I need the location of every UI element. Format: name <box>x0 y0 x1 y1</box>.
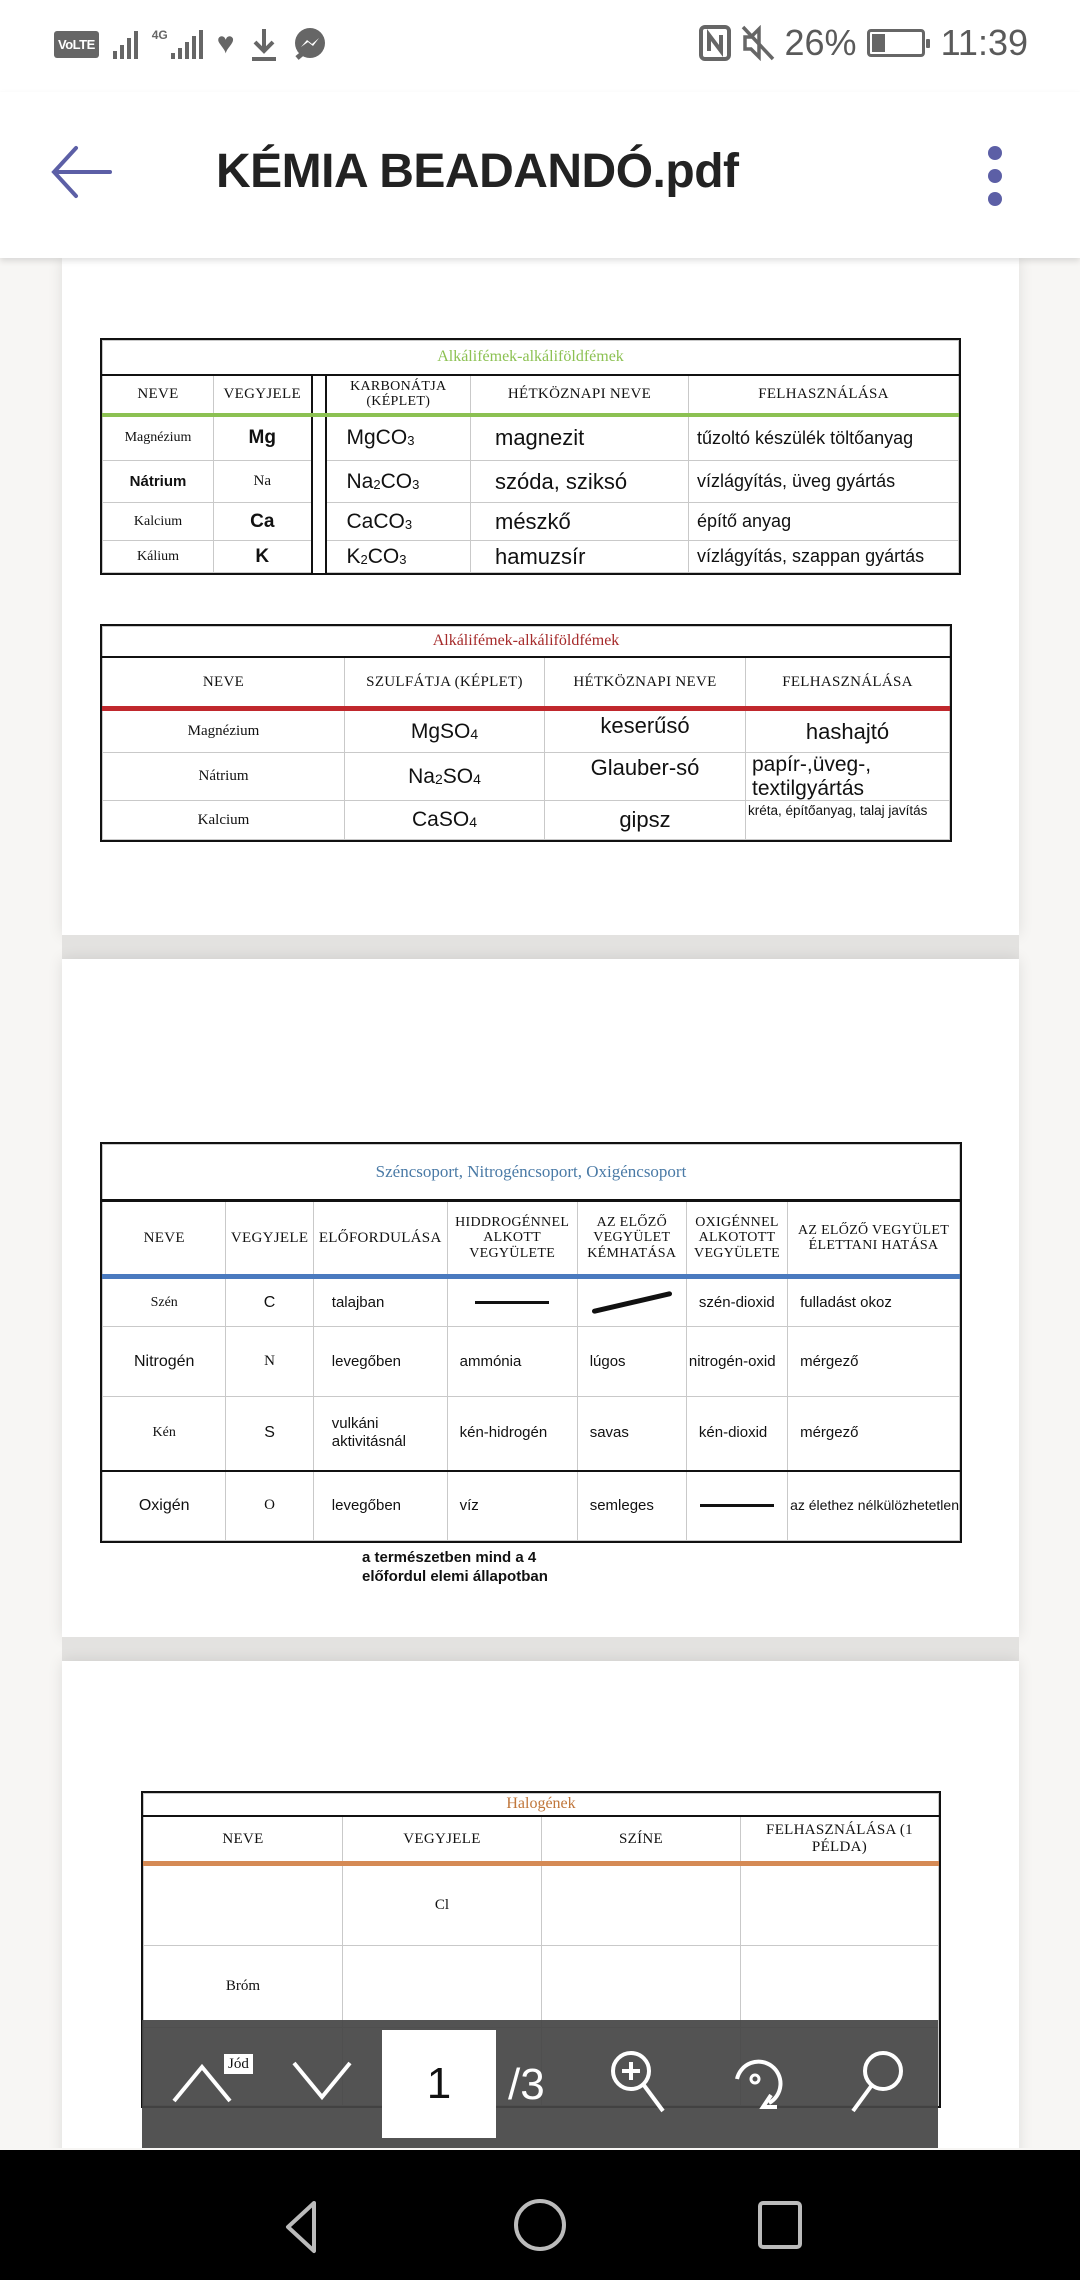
table3-cell-symbol: C <box>226 1277 313 1327</box>
table1-header: NEVE <box>103 375 214 415</box>
table1-row <box>103 503 959 541</box>
sulfate-formula <box>345 801 545 840</box>
table4-header: FELHASZNÁLÁSA (1 PÉLDA) <box>741 1816 939 1864</box>
table3-header: NEVE <box>103 1201 226 1277</box>
formula-part: CO <box>380 469 413 493</box>
common-name: hamuzsír <box>471 541 689 573</box>
usage: tűzoltó készülék töltőanyag <box>689 415 959 461</box>
page-gap <box>62 1637 1019 1661</box>
table3-row <box>103 1471 960 1541</box>
nav-back-icon[interactable] <box>270 2195 330 2255</box>
formula-part: CaSO <box>412 808 470 831</box>
mute-icon <box>741 25 775 61</box>
battery-percent: 26% <box>784 22 857 63</box>
table2-header: HÉTKÖZNAPI NEVE <box>545 657 746 709</box>
table3-cell-ph: savas <box>577 1397 686 1471</box>
usage: vízlágyítás, üveg gyártás <box>689 461 959 503</box>
signal-icon <box>113 29 138 59</box>
element-symbol: Ca <box>214 503 312 541</box>
formula-part: CO <box>367 544 400 568</box>
dash-mark <box>475 1301 549 1304</box>
table3-cell-oxygen: nitrogén-oxid <box>686 1327 787 1397</box>
next-page-button[interactable] <box>282 2042 362 2122</box>
table3-cell-occurrence: talajban <box>313 1277 447 1327</box>
common-name: keserűsó <box>545 709 746 753</box>
formula-part: SO <box>442 764 474 788</box>
common-name: szóda, sziksó <box>471 461 689 503</box>
messenger-icon <box>293 27 327 61</box>
common-name: magnezit <box>471 415 689 461</box>
table4-cell-use <box>741 1946 939 2028</box>
element-name: Magnézium <box>103 415 214 461</box>
formula-subscript: 2 <box>360 551 368 567</box>
formula-subscript: 4 <box>473 770 481 787</box>
formula-subscript: 3 <box>399 551 407 567</box>
table3-cell-symbol: O <box>226 1471 313 1541</box>
common-name: mészkő <box>471 503 689 541</box>
formula-part: MgSO <box>410 719 471 743</box>
dash-mark <box>591 1291 672 1314</box>
pdf-viewport[interactable] <box>0 258 1080 2148</box>
table4-cell-color <box>542 1864 741 1946</box>
table3-cell-name: Kén <box>103 1397 226 1471</box>
nav-home-icon[interactable] <box>510 2195 570 2255</box>
formula-subscript: 4 <box>469 814 477 830</box>
table4-cell-color <box>542 1946 741 2028</box>
table3-cell-effect: az élethez nélkülözhetetlen <box>788 1471 960 1541</box>
table3-cell-occurrence: levegőben <box>313 1327 447 1397</box>
table2-row <box>103 709 950 753</box>
formula-subscript: 4 <box>470 725 479 742</box>
formula-part: MgCO <box>346 426 408 450</box>
table3-cell-name: Szén <box>103 1277 226 1327</box>
zoom-in-button[interactable] <box>598 2042 678 2122</box>
battery-fill <box>872 34 886 52</box>
table3-caption: Széncsoport, Nitrogéncsoport, Oxigéncsoport <box>103 1145 960 1201</box>
element-name: Nátrium <box>103 461 214 503</box>
table3-cell-oxygen <box>686 1471 787 1541</box>
common-name: gipsz <box>545 801 746 840</box>
formula-part: K <box>346 544 361 568</box>
table3-cell-hydrogen: ammónia <box>447 1327 577 1397</box>
table1-header: KARBONÁTJA (KÉPLET) <box>326 375 471 415</box>
status-bar <box>0 0 1080 92</box>
table3-row <box>103 1327 960 1397</box>
carbonate-formula <box>326 461 471 503</box>
volte-icon: VoLTE <box>54 31 99 58</box>
table3-row <box>103 1397 960 1471</box>
download-icon <box>249 26 279 62</box>
table3-cell-effect: mérgező <box>788 1397 960 1471</box>
table3-cell-symbol: S <box>226 1397 313 1471</box>
formula-part: Na <box>408 764 435 788</box>
carbonate-formula <box>326 503 471 541</box>
network-type-label: 4G <box>151 28 168 42</box>
usage: kréta, építőanyag, talaj javítás <box>746 801 950 840</box>
formula-subscript: 2 <box>434 770 443 787</box>
usage: hashajtó <box>746 709 950 753</box>
table1-spacer <box>312 461 326 503</box>
table3-cell-hydrogen <box>447 1277 577 1327</box>
table3-header: HIDDROGÉNNEL ALKOTT VEGYÜLETE <box>447 1201 577 1277</box>
table3-header: VEGYJELE <box>226 1201 313 1277</box>
nav-recents-icon[interactable] <box>750 2195 810 2255</box>
element-symbol: Na <box>214 461 312 503</box>
app-bar <box>0 92 1080 258</box>
table2-row <box>103 801 950 840</box>
table-groups <box>102 1144 960 1541</box>
carbonate-formula <box>326 541 471 573</box>
chevron-down-icon <box>290 2057 354 2107</box>
zoom-in-icon <box>605 2047 671 2117</box>
document-title: KÉMIA BEADANDÓ.pdf <box>216 145 739 198</box>
dash-mark <box>700 1504 774 1507</box>
table2-header: NEVE <box>103 657 345 709</box>
page-total: /3 <box>508 2060 545 2109</box>
battery-icon <box>867 29 925 57</box>
table2-row <box>103 753 950 801</box>
carbonate-formula <box>326 415 471 461</box>
table4-header: NEVE <box>144 1816 343 1864</box>
table3-cell-ph: semleges <box>577 1471 686 1541</box>
table1-spacer <box>312 415 326 461</box>
rotate-button[interactable] <box>718 2042 798 2122</box>
usage: papír-,üveg-, textilgyártás <box>746 753 950 801</box>
arrow-left-icon[interactable] <box>46 136 118 208</box>
heart-icon: ♥ <box>216 27 235 60</box>
sulfate-formula <box>345 753 545 801</box>
nfc-icon <box>699 25 731 61</box>
formula-part: Na <box>346 469 374 493</box>
more-vertical-icon[interactable] <box>980 146 1010 206</box>
table-alkali-sulfates <box>102 626 950 840</box>
table3-header: ELŐFORDULÁSA <box>313 1201 447 1277</box>
table2-header: SZULFÁTJA (KÉPLET) <box>345 657 545 709</box>
usage: építő anyag <box>689 503 959 541</box>
formula-subscript: 3 <box>412 476 420 492</box>
clock: 11:39 <box>940 22 1028 63</box>
signal-4g-icon <box>152 29 203 59</box>
usage: vízlágyítás, szappan gyártás <box>689 541 959 573</box>
table1-caption: Alkálifémek-alkáliföldfémek <box>103 341 959 375</box>
table2-caption: Alkálifémek-alkáliföldfémek <box>103 627 950 657</box>
table1-spacer <box>312 503 326 541</box>
table3-cell-oxygen: kén-dioxid <box>686 1397 787 1471</box>
table3-cell-occurrence: vulkáni aktivitásnál <box>313 1397 447 1471</box>
table1-spacer <box>312 375 326 415</box>
rotate-icon <box>725 2047 791 2117</box>
pdf-page-2 <box>62 959 1019 1637</box>
table4-cell-name: Bróm <box>144 1946 343 2028</box>
table1-row <box>103 461 959 503</box>
table4-cell-symbol <box>343 1946 542 2028</box>
table3-header: AZ ELŐZŐ VEGYÜLET KÉMHATÁSA <box>577 1201 686 1277</box>
element-symbol: K <box>214 541 312 573</box>
table4-row <box>144 1864 939 1946</box>
table3-cell-ph: lúgos <box>577 1327 686 1397</box>
table3-cell-symbol: N <box>226 1327 313 1397</box>
element-name: Kalcium <box>103 503 214 541</box>
table3-cell-hydrogen: víz <box>447 1471 577 1541</box>
table3-cell-oxygen: szén-dioxid <box>686 1277 787 1327</box>
table2-header: FELHASZNÁLÁSA <box>746 657 950 709</box>
formula-subscript: 3 <box>407 433 415 449</box>
pdf-page-1 <box>62 258 1019 935</box>
page-number-input[interactable]: 1 <box>382 2030 496 2138</box>
table4-caption: Halogének <box>144 1794 939 1816</box>
table3-cell-ph <box>577 1277 686 1327</box>
system-nav-bar <box>0 2150 1080 2280</box>
search-icon <box>845 2047 911 2117</box>
search-button[interactable] <box>838 2042 918 2122</box>
table4-header: VEGYJELE <box>343 1816 542 1864</box>
formula-subscript: 2 <box>373 476 381 492</box>
table1-spacer <box>312 541 326 573</box>
table3-cell-name: Nitrogén <box>103 1327 226 1397</box>
element-name: Kalcium <box>103 801 345 840</box>
table4-cell-use <box>741 1864 939 1946</box>
table3-cell-effect: fulladást okoz <box>788 1277 960 1327</box>
formula-part: CaCO <box>346 509 405 533</box>
table4-cell-name <box>144 1864 343 1946</box>
table1-header: HÉTKÖZNAPI NEVE <box>471 375 689 415</box>
element-name: Kálium <box>103 541 214 573</box>
table4-cell-symbol: Cl <box>343 1864 542 1946</box>
table1-header: FELHASZNÁLÁSA <box>689 375 959 415</box>
table3-cell-occurrence: levegőben <box>313 1471 447 1541</box>
page-gap <box>62 935 1019 959</box>
formula-subscript: 3 <box>404 516 413 532</box>
table4-header: SZÍNE <box>542 1816 741 1864</box>
table1-row <box>103 541 959 573</box>
table3-header: AZ ELŐZŐ VEGYÜLET ÉLETTANI HATÁSA <box>788 1201 960 1277</box>
table-alkali-carbonates <box>102 340 959 573</box>
common-name: Glauber-só <box>545 753 746 801</box>
element-name: Nátrium <box>103 753 345 801</box>
table1-header: VEGYJELE <box>214 375 312 415</box>
element-name: Magnézium <box>103 709 345 753</box>
pdf-toolbar <box>142 2020 938 2148</box>
table1-row <box>103 415 959 461</box>
table3-row <box>103 1277 960 1327</box>
table4-row <box>144 1946 939 2028</box>
sulfate-formula <box>345 709 545 753</box>
element-symbol: Mg <box>214 415 312 461</box>
table3-cell-hydrogen: kén-hidrogén <box>447 1397 577 1471</box>
table4-cell-name: Jód <box>224 2054 253 2074</box>
table3-cell-name: Oxigén <box>103 1471 226 1541</box>
table3-header: OXIGÉNNEL ALKOTOTT VEGYÜLETE <box>686 1201 787 1277</box>
table3-note: a természetben mind a 4 előfordul elemi állapotban <box>362 1549 548 1585</box>
table3-cell-effect: mérgező <box>788 1327 960 1397</box>
